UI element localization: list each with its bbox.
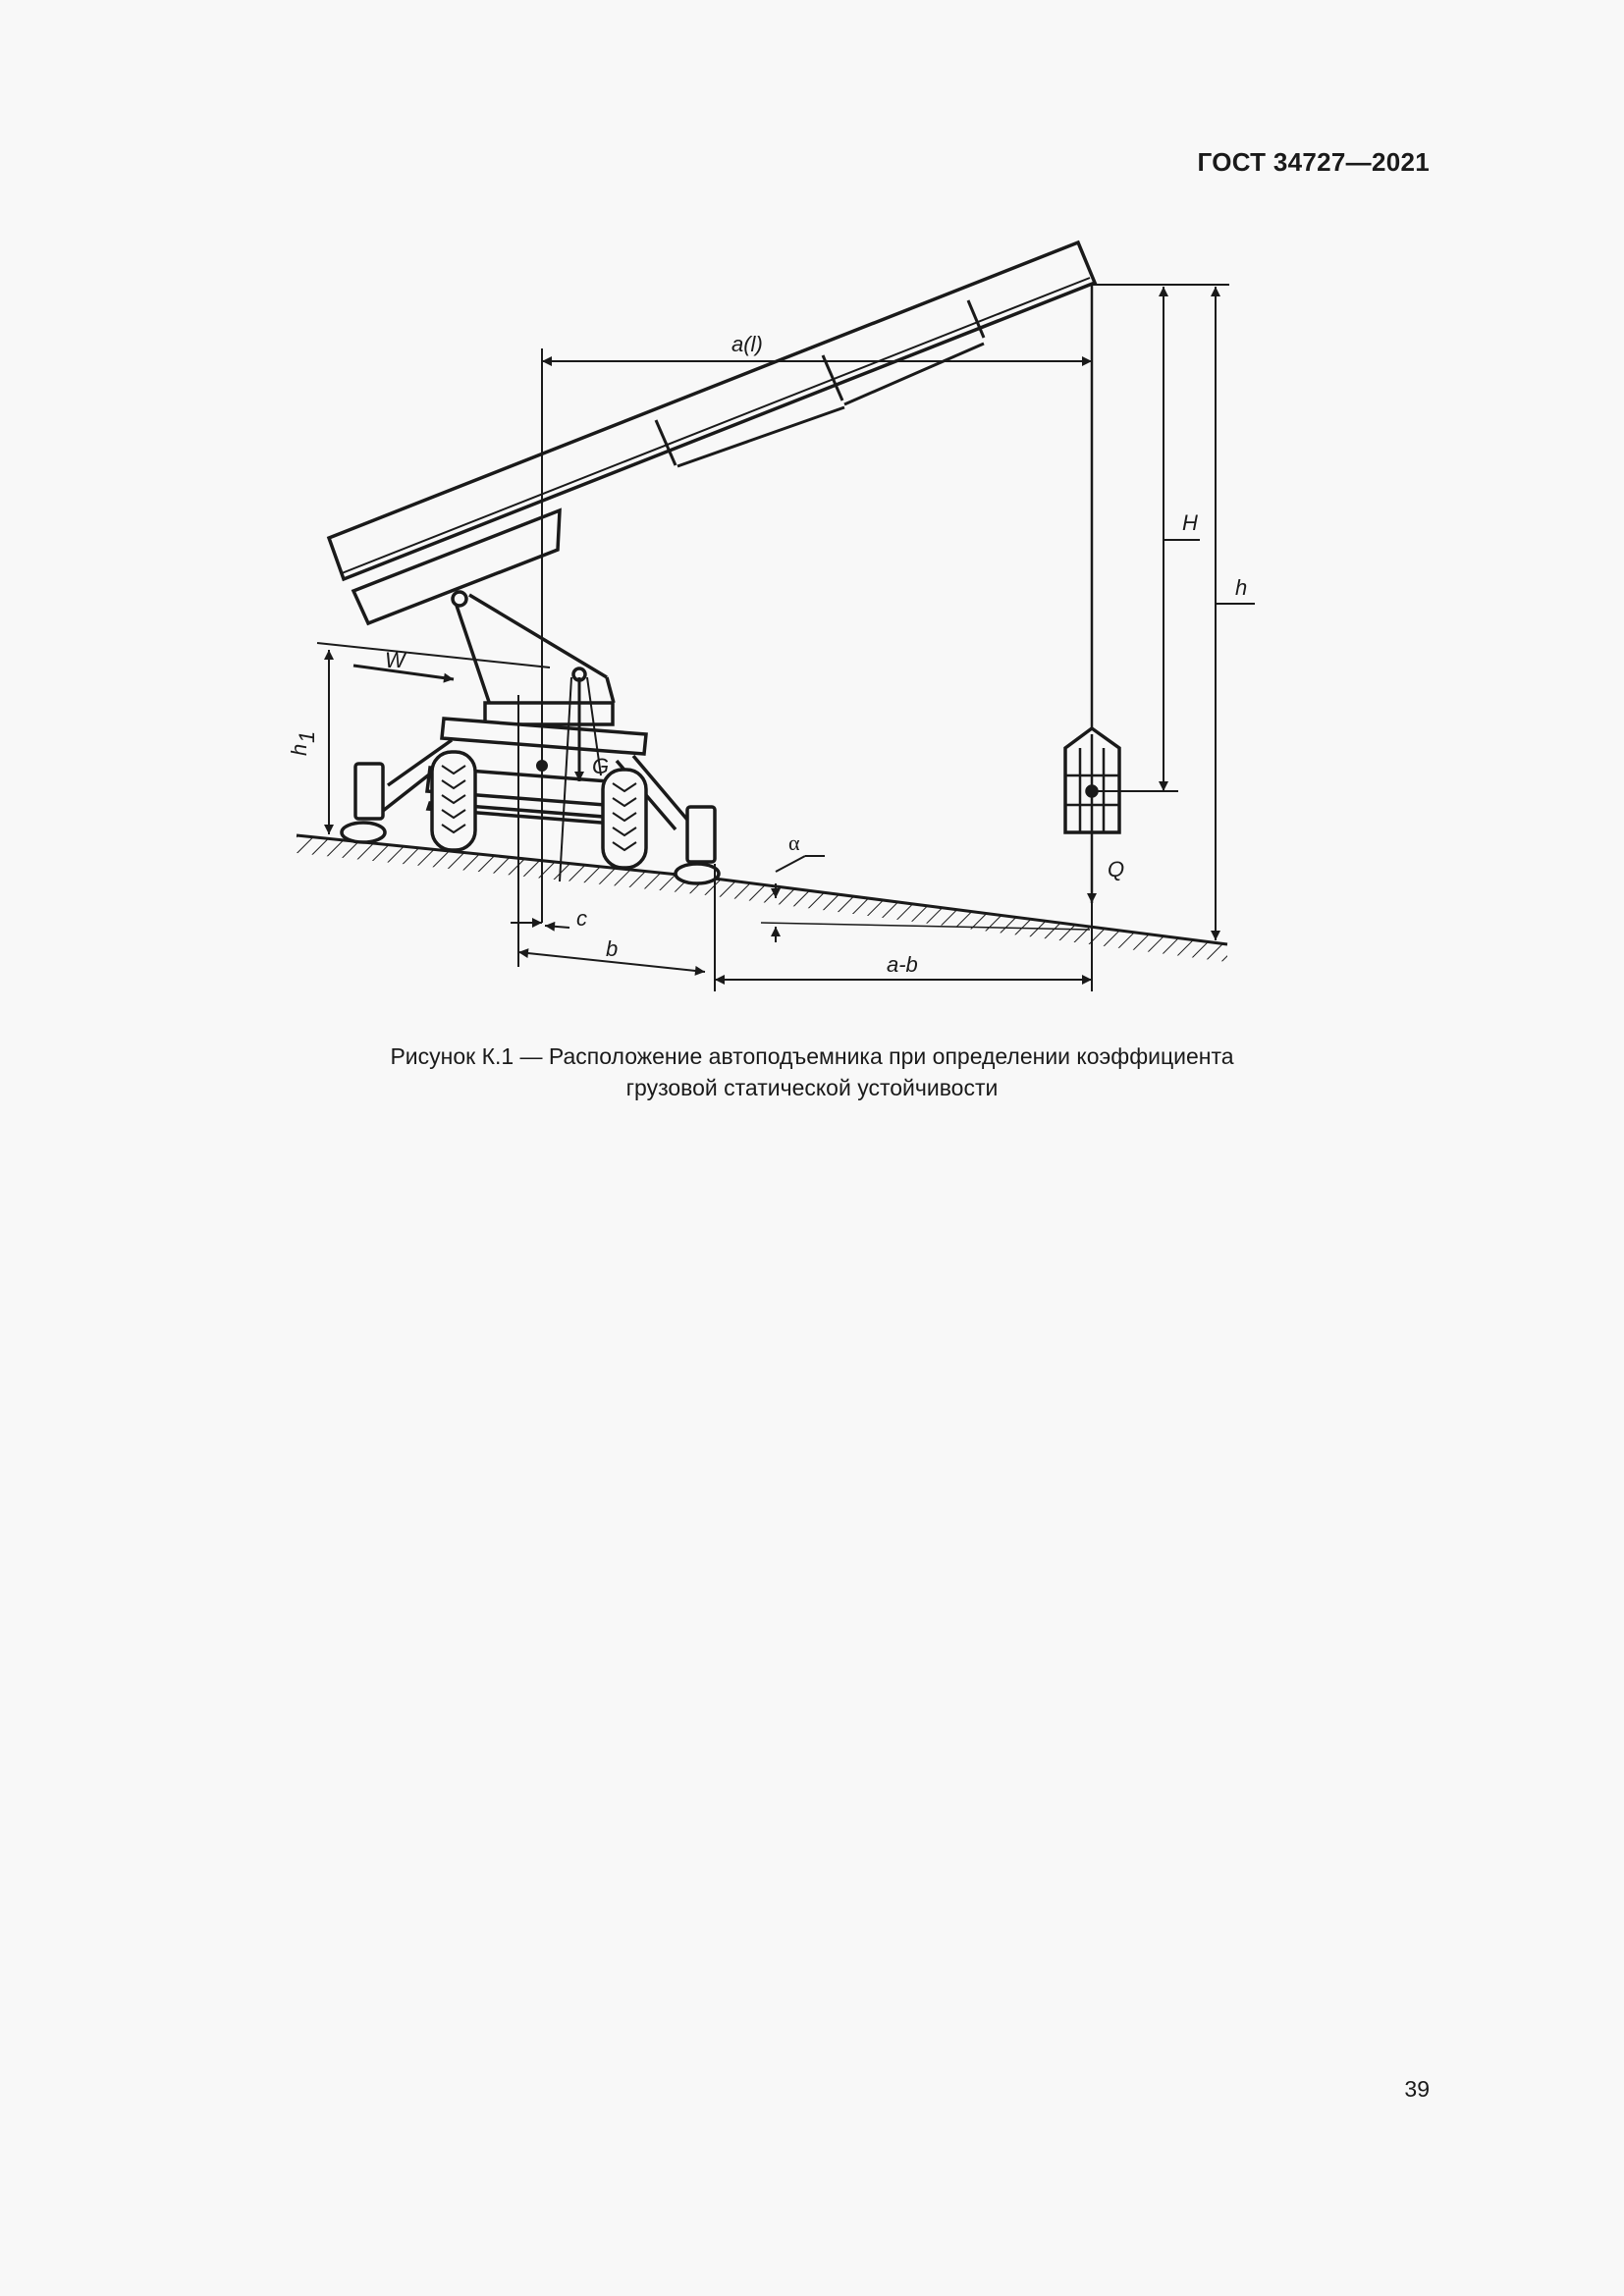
- label-Q: Q: [1108, 857, 1125, 881]
- boom-support: [453, 592, 614, 703]
- ground: [297, 835, 1227, 962]
- label-G: G: [592, 754, 610, 778]
- page-number: 39: [1404, 2076, 1430, 2102]
- caption-line-1: Рисунок К.1 — Расположение автоподъемника при определении коэффициента: [390, 1043, 1234, 1069]
- caption-line-2: грузовой статической устойчивости: [625, 1075, 999, 1100]
- label-alpha: α: [788, 830, 800, 855]
- label-a-l: a(l): [731, 332, 763, 356]
- label-h: h: [1235, 575, 1248, 600]
- label-h1-subscript: 1: [295, 730, 319, 743]
- figure-caption: [0, 1041, 1624, 1103]
- boom: [329, 242, 1095, 623]
- load-basket: [1065, 728, 1119, 832]
- label-W: W: [385, 648, 406, 672]
- label-H: H: [1182, 510, 1198, 535]
- label-b: b: [606, 936, 619, 961]
- crane-stability-diagram: [0, 0, 1624, 1021]
- label-a-minus-b: a-b: [887, 952, 918, 977]
- label-h1: h: [287, 743, 311, 756]
- label-c: c: [576, 906, 587, 931]
- document-code: ГОСТ 34727—2021: [1197, 147, 1430, 177]
